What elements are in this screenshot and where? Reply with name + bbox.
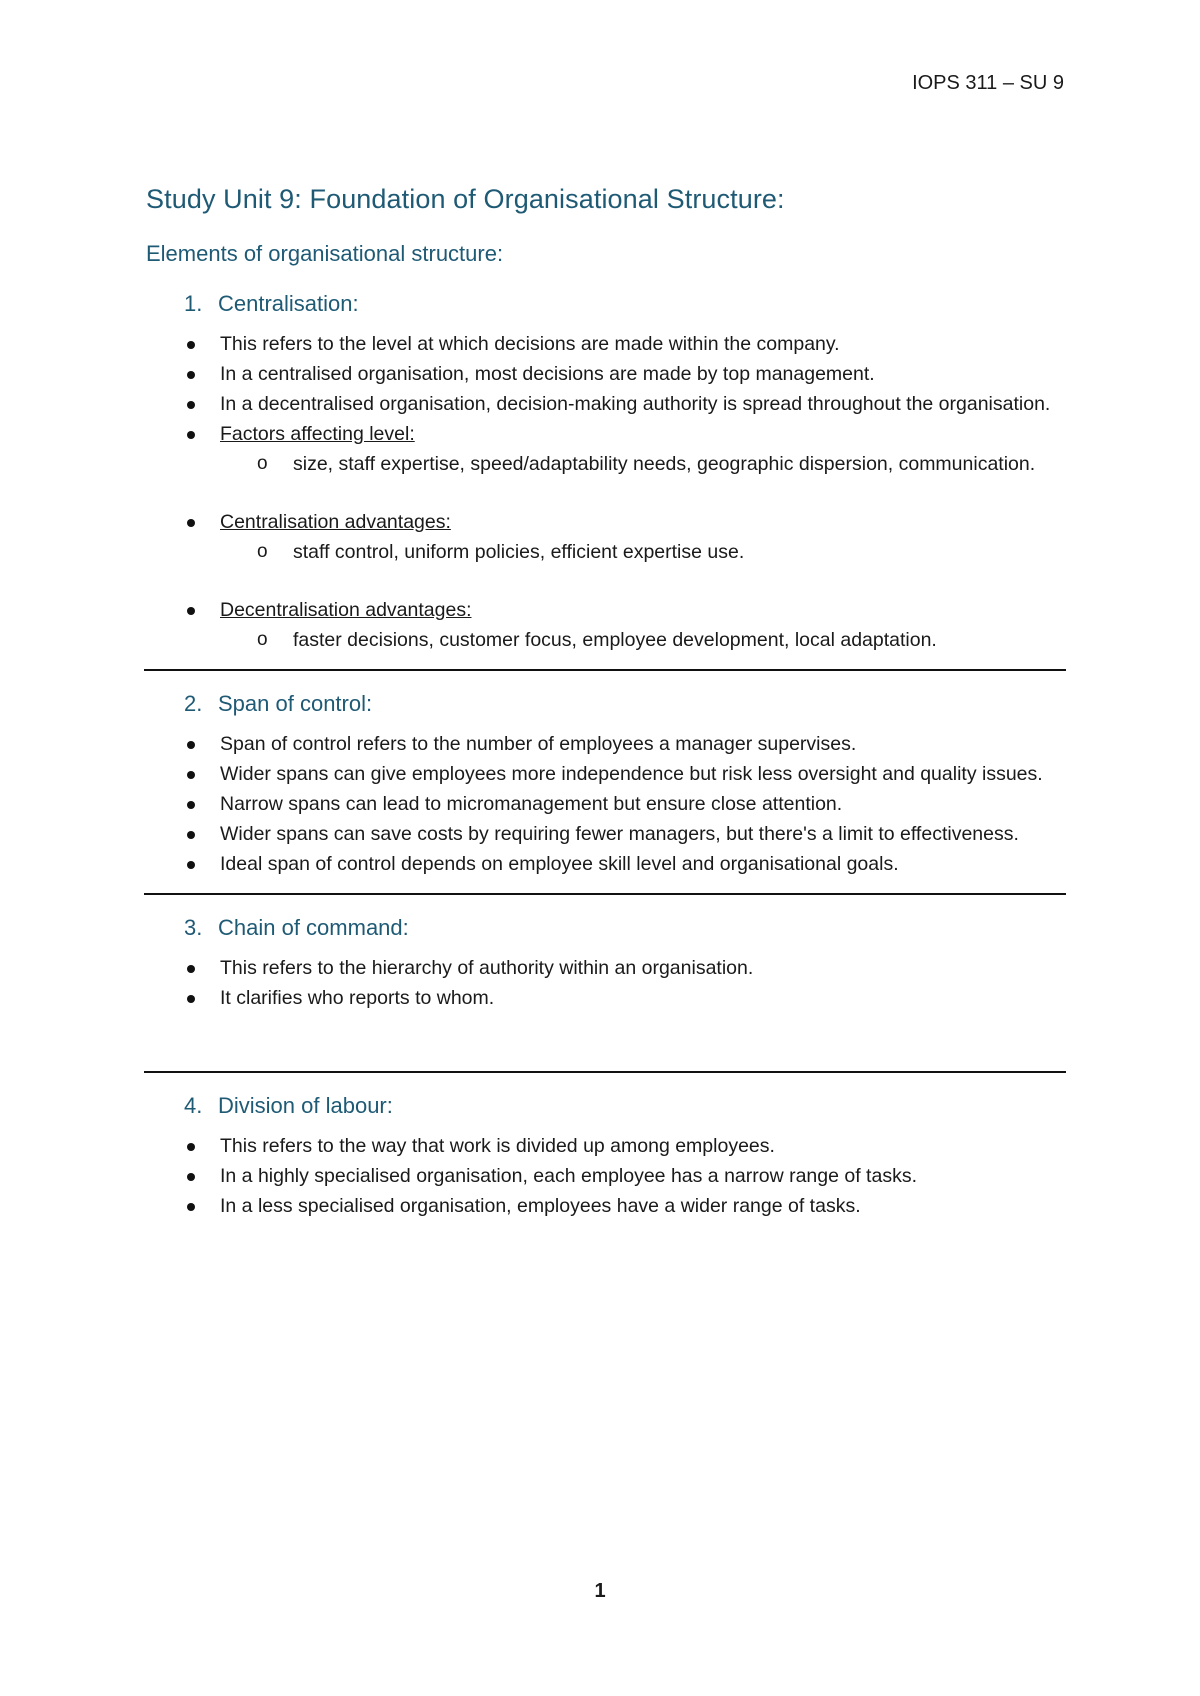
list-item: This refers to the way that work is divided up among employees. (146, 1131, 1066, 1161)
bullet-icon (187, 771, 195, 779)
document-subtitle: Elements of organisational structure: (146, 241, 504, 266)
list-item: Narrow spans can lead to micromanagement but ensure close attention. (146, 789, 1066, 819)
list-item-centralisation-advantages: Centralisation advantages: o staff control, uniform policies, efficient expertise use. (146, 507, 1066, 567)
bullet-icon (187, 371, 195, 379)
bullet-list (146, 507, 1066, 567)
bullet-icon (187, 801, 195, 809)
bullet-icon (187, 1173, 195, 1181)
sub-list (220, 449, 1066, 479)
list-item-factors: Factors affecting level: o size, staff expertise, speed/adaptability needs, geographic dispersion, communication. (146, 419, 1066, 479)
section-title: Division of labour: (218, 1093, 393, 1118)
list-item: This refers to the level at which decisions are made within the company. (146, 329, 1066, 359)
section-number: 3. (184, 915, 203, 940)
bullet-icon (187, 995, 195, 1003)
document-body (146, 184, 1066, 1221)
list-item: This refers to the hierarchy of authority within an organisation. (146, 953, 1066, 983)
circle-bullet-icon: o (257, 541, 268, 562)
section-heading (146, 1093, 1066, 1119)
bullet-list (146, 329, 1066, 479)
sub-list (220, 537, 1066, 567)
bullet-icon (187, 1203, 195, 1211)
list-item: Wider spans can give employees more independence but risk less oversight and quality issues. (146, 759, 1066, 789)
section-number: 2. (184, 691, 203, 716)
bullet-list (146, 729, 1066, 879)
bullet-icon (187, 965, 195, 973)
section-divider (144, 1071, 1066, 1073)
section-title: Chain of command: (218, 915, 409, 940)
section-span-of-control (146, 691, 1066, 879)
section-division-of-labour (146, 1093, 1066, 1221)
section-heading (146, 915, 1066, 941)
section-number: 1. (184, 291, 203, 316)
list-item: It clarifies who reports to whom. (146, 983, 1066, 1013)
bullet-icon (187, 341, 195, 349)
section-heading (146, 291, 1066, 317)
sub-list-item: o size, staff expertise, speed/adaptability needs, geographic dispersion, communication. (220, 449, 1066, 479)
section-heading (146, 691, 1066, 717)
section-divider (144, 893, 1066, 895)
sub-list (220, 625, 1066, 655)
bullet-icon (187, 741, 195, 749)
bullet-icon (187, 607, 195, 615)
list-item: Wider spans can save costs by requiring fewer managers, but there's a limit to effectiveness. (146, 819, 1066, 849)
bullet-icon (187, 861, 195, 869)
list-item: Ideal span of control depends on employee skill level and organisational goals. (146, 849, 1066, 879)
section-title: Centralisation: (218, 291, 359, 316)
sub-list-item: o staff control, uniform policies, efficient expertise use. (220, 537, 1066, 567)
bullet-icon (187, 1143, 195, 1151)
list-item: In a less specialised organisation, employees have a wider range of tasks. (146, 1191, 1066, 1221)
list-item: Span of control refers to the number of employees a manager supervises. (146, 729, 1066, 759)
list-item: In a decentralised organisation, decision-making authority is spread throughout the organisation. (146, 389, 1066, 419)
bullet-list (146, 595, 1066, 655)
circle-bullet-icon: o (257, 629, 268, 650)
section-title: Span of control: (218, 691, 373, 716)
page-number: 1 (594, 1580, 606, 1602)
circle-bullet-icon: o (257, 453, 268, 474)
section-centralisation (146, 291, 1066, 655)
document-header-code: IOPS 311 – SU 9 (912, 72, 1064, 94)
list-item: In a centralised organisation, most decisions are made by top management. (146, 359, 1066, 389)
list-item-decentralisation-advantages: Decentralisation advantages: o faster decisions, customer focus, employee development, local adaptation. (146, 595, 1066, 655)
bullet-icon (187, 431, 195, 439)
document-title: Study Unit 9: Foundation of Organisational Structure: (146, 184, 785, 214)
section-chain-of-command (146, 915, 1066, 1013)
sub-list-item: o faster decisions, customer focus, employee development, local adaptation. (220, 625, 1066, 655)
section-number: 4. (184, 1093, 203, 1118)
bullet-icon (187, 831, 195, 839)
bullet-icon (187, 519, 195, 527)
list-item: In a highly specialised organisation, each employee has a narrow range of tasks. (146, 1161, 1066, 1191)
section-divider (144, 669, 1066, 671)
bullet-icon (187, 401, 195, 409)
bullet-list (146, 1131, 1066, 1221)
bullet-list (146, 953, 1066, 1013)
